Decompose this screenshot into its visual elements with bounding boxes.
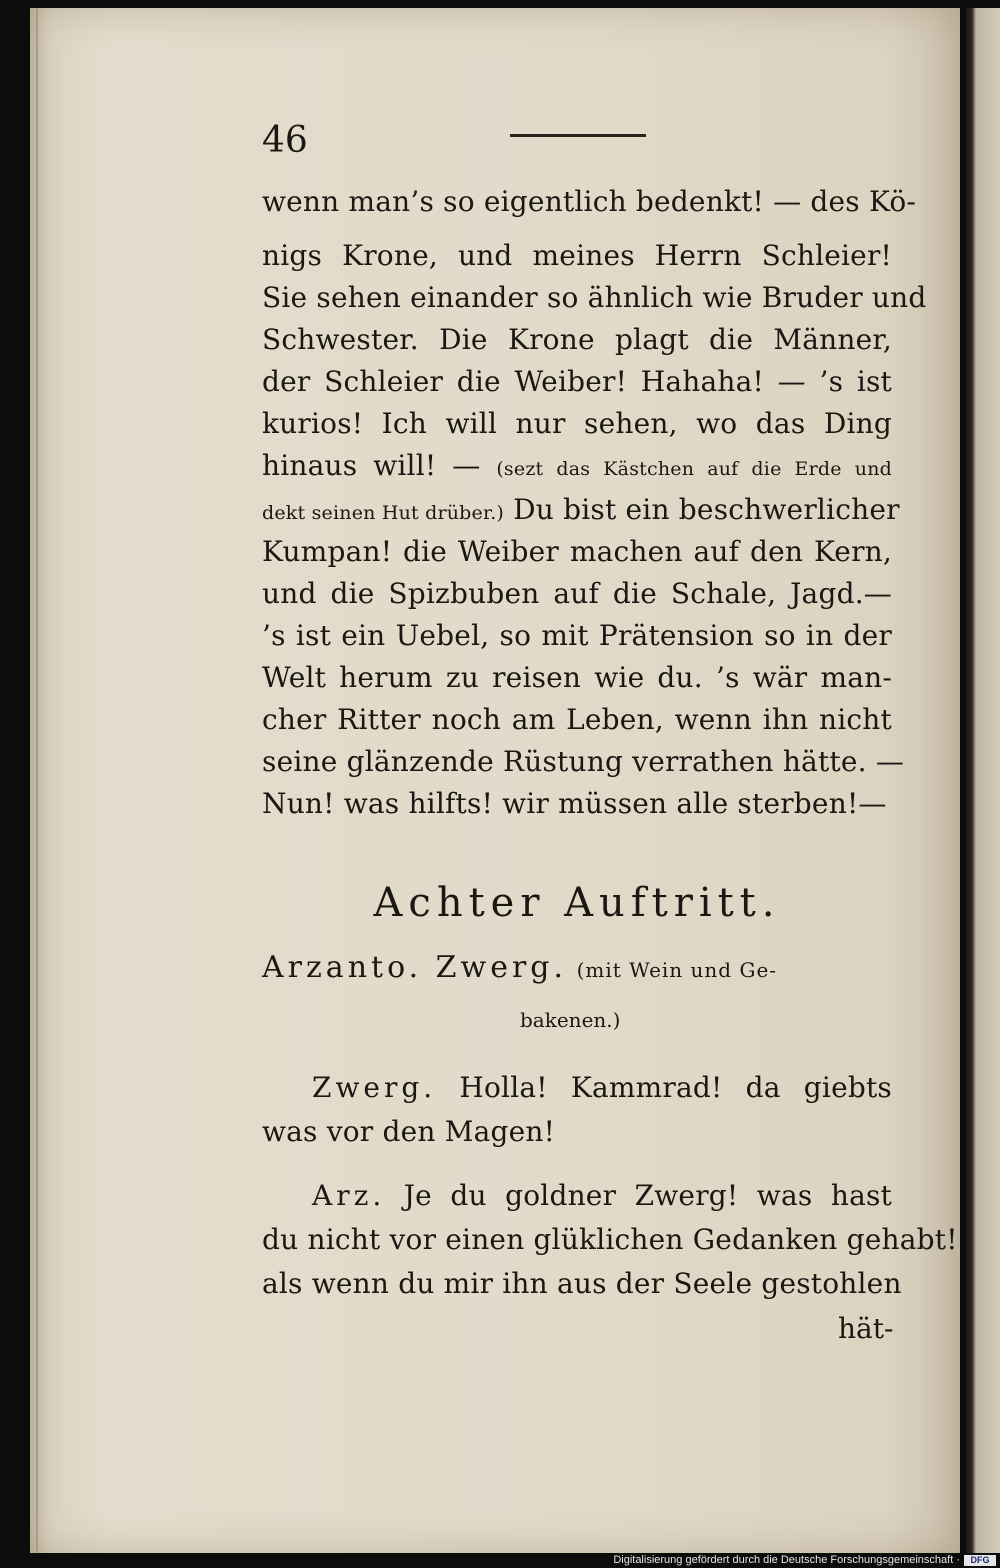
speech-2-speaker: Arz.	[312, 1179, 386, 1212]
text-line-10: und die Spizbuben auf die Schale, Jagd.—	[262, 577, 892, 610]
speech-2-text: Je du goldner Zwerg! was hast	[403, 1179, 892, 1212]
text-line-5: der Schleier die Weiber! Hahaha! — ’s ist	[262, 365, 892, 398]
text-line-14: seine glänzende Rüstung verrathen hätte. —	[262, 745, 905, 778]
dfg-logo-icon: DFG	[964, 1555, 996, 1566]
page-gutter-line	[36, 8, 38, 1553]
header-rule	[510, 134, 646, 137]
stage-direction-1: (sezt das Kästchen auf die Erde und	[496, 458, 892, 480]
next-page-edge	[966, 8, 1000, 1553]
text-line-6: kurios! Ich will nur sehen, wo das Ding	[262, 407, 892, 440]
speech-1-line-2: was vor den Magen!	[262, 1115, 556, 1148]
cast-list	[262, 950, 892, 985]
scene-heading: Achter Auftritt.	[373, 880, 781, 926]
speech-2-line-1	[312, 1176, 892, 1216]
speech-2-line-2: du nicht vor einen glüklichen Gedanken gehabt!	[262, 1223, 958, 1256]
text-line-7	[262, 446, 892, 489]
text-line-3: Sie sehen einander so ähnlich wie Bruder und	[262, 281, 927, 314]
text-line-7-speech: hinaus will! —	[262, 449, 481, 482]
text-line-9: Kumpan! die Weiber machen auf den Kern,	[262, 535, 892, 568]
speech-1-text: Holla! Kammrad! da giebts	[459, 1071, 892, 1104]
text-line-4: Schwester. Die Krone plagt die Männer,	[262, 323, 892, 356]
stage-direction-2: dekt seinen Hut drüber.)	[262, 502, 505, 524]
speech-1-speaker: Zwerg.	[312, 1071, 437, 1104]
text-line-13: cher Ritter noch am Leben, wenn ihn nicht	[262, 703, 892, 736]
funding-credit: Digitalisierung gefördert durch die Deutsche Forschungsgemeinschaft ·	[613, 1554, 960, 1566]
cast-stage-note: (mit Wein und Ge-	[576, 958, 778, 982]
text-line-1: wenn man’s so eigentlich bedenkt! — des Kö-	[262, 185, 917, 218]
speech-1-line-1	[312, 1068, 892, 1108]
catchword: hät-	[838, 1312, 894, 1345]
text-line-8	[262, 490, 900, 533]
text-line-11: ’s ist ein Uebel, so mit Prätension so in der	[262, 619, 892, 652]
text-line-15: Nun! was hilfts! wir müssen alle sterben!—	[262, 787, 887, 820]
text-line-12: Welt herum zu reisen wie du. ’s wär man-	[262, 661, 892, 694]
speech-2-line-3: als wenn du mir ihn aus der Seele gestohlen	[262, 1267, 902, 1300]
text-line-2: nigs Krone, und meines Herrn Schleier!	[262, 239, 892, 272]
cast-names: Arzanto. Zwerg.	[262, 950, 568, 985]
cast-stage-note-continued: bakenen.)	[520, 1008, 621, 1032]
page-number: 46	[262, 120, 308, 161]
text-line-8-speech: Du bist ein beschwerlicher	[513, 493, 900, 526]
